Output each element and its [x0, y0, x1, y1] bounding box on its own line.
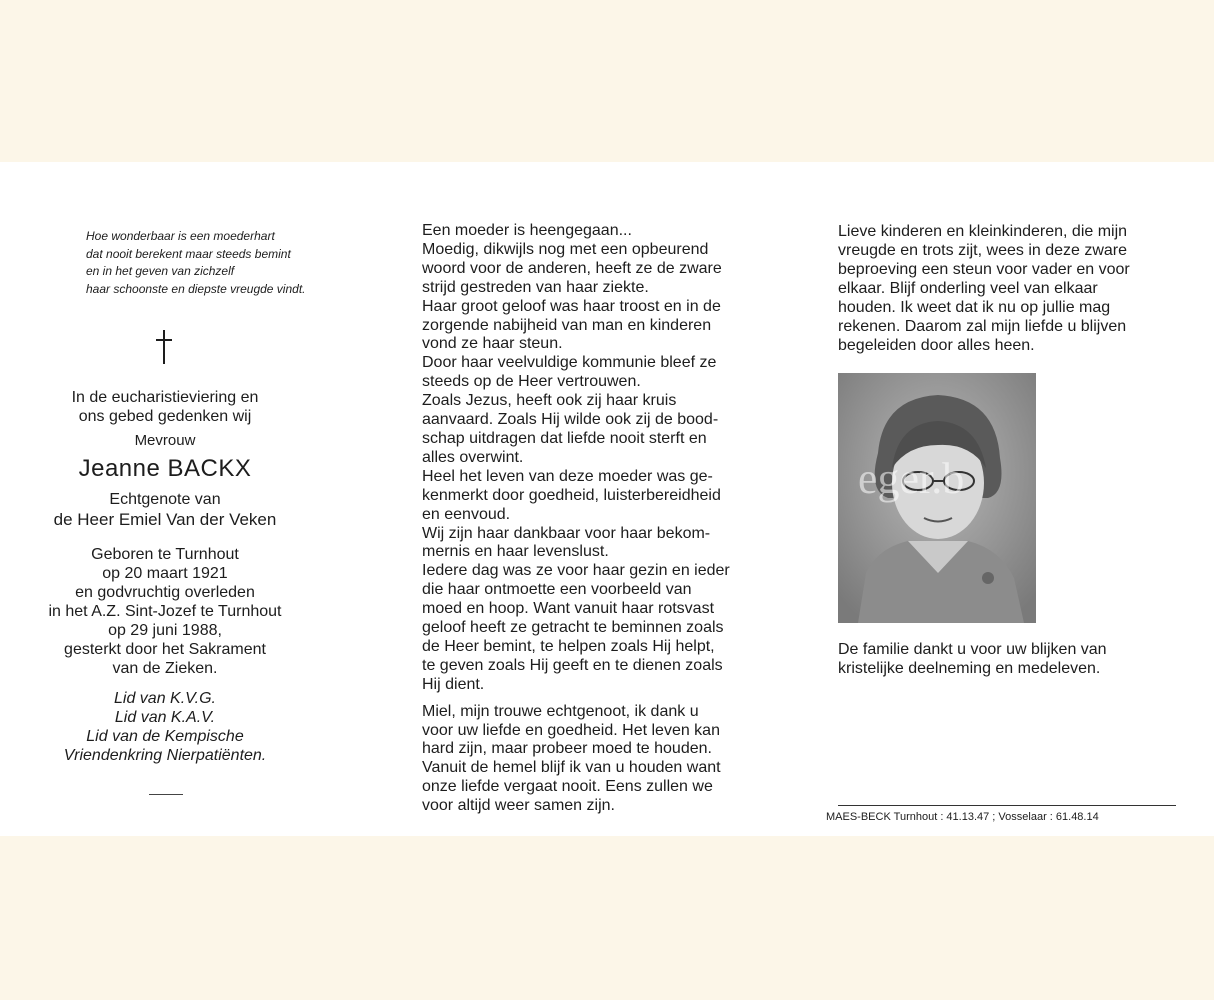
- text-line: Vanuit de hemel blijf ik van u houden want: [422, 759, 721, 777]
- text-line: Door haar veelvuldige kommunie bleef ze: [422, 354, 717, 372]
- text-line: zorgende nabijheid van man en kinderen: [422, 316, 712, 334]
- title: Mevrouw: [134, 432, 196, 449]
- intro-line: In de eucharistieviering en: [71, 389, 259, 406]
- text-line: steeds op de Heer vertrouwen.: [422, 373, 641, 391]
- text-line: rekenen. Daarom zal mijn liefde u blijven: [838, 318, 1127, 335]
- text-line: onze liefde vergaat nooit. Eens zullen we: [422, 778, 713, 796]
- text-line: aanvaard. Zoals Hij wilde ook zij de bood-: [422, 411, 719, 429]
- poem: [86, 228, 386, 298]
- text-line: moed en hoop. Want vanuit haar rotsvast: [422, 600, 715, 618]
- text-line: Een moeder is heengegaan...: [422, 222, 632, 239]
- spouse-paragraph: [422, 703, 774, 816]
- text-line: beproeving een steun voor vader en voor: [838, 261, 1130, 278]
- spouse-label: Echtgenote van: [109, 491, 221, 508]
- sacrament-line: gesterkt door het Sakrament: [64, 641, 266, 658]
- text-line: voor uw liefde en goedheid. Het leven kan: [422, 721, 720, 739]
- text-line: kenmerkt door goedheid, luisterbereidheid: [422, 486, 721, 504]
- text-line: begeleiden door alles heen.: [838, 337, 1035, 354]
- membership: Lid van K.V.G.: [114, 690, 216, 707]
- text-line: hard zijn, maar probeer moed te houden.: [422, 740, 712, 758]
- text-line: te geven zoals Hij geeft en te dienen zoals: [422, 656, 723, 674]
- membership: Lid van de Kempische: [86, 728, 244, 745]
- portrait-photo: [838, 373, 1036, 623]
- born-place: Geboren te Turnhout: [91, 546, 239, 563]
- text-line: de Heer bemint, te helpen zoals Hij helpt,: [422, 637, 715, 655]
- intro-line: ons gebed gedenken wij: [78, 408, 252, 425]
- text-line: en eenvoud.: [422, 505, 511, 523]
- text-line: die haar ontmoette een voorbeeld van: [422, 581, 692, 599]
- printer-credit: MAES-BECK Turnhout : 41.13.47 ; Vosselaar : 61.48.14: [826, 811, 1099, 823]
- poem-line: dat nooit berekent maar steeds bemint: [86, 246, 291, 261]
- text-line: woord voor de anderen, heeft ze de zware: [422, 259, 722, 277]
- watermark: eger.b: [858, 454, 965, 503]
- tribute-paragraph: [422, 222, 774, 695]
- text-line: Moedig, dikwijls nog met een opbeurend: [422, 240, 709, 258]
- cross-icon: [163, 330, 165, 364]
- text-line: vond ze haar steun.: [422, 335, 563, 353]
- poem-line: Hoe wonderbaar is een moederhart: [86, 229, 275, 243]
- announcement: [20, 388, 310, 765]
- died-date: op 29 juni 1988,: [108, 622, 222, 639]
- portrait-illustration: [838, 373, 1036, 623]
- text-line: geloof heeft ze getracht te beminnen zoals: [422, 619, 724, 637]
- text-line: Hij dient.: [422, 675, 485, 693]
- children-text: [838, 222, 1190, 355]
- poem-line: haar schoonste en diepste vreugde vindt.: [86, 281, 306, 296]
- sacrament-line: van de Zieken.: [112, 660, 218, 677]
- thanks-text: [838, 640, 1198, 678]
- text-line: elkaar. Blijf onderling veel van elkaar: [838, 280, 1098, 297]
- text-line: De familie dankt u voor uw blijken van: [838, 641, 1107, 658]
- children-paragraph: [838, 222, 1190, 355]
- spouse-name: de Heer Emiel Van der Veken: [53, 510, 277, 529]
- tribute-text: [422, 222, 774, 816]
- text-line: strijd gestreden van haar ziekte.: [422, 278, 649, 296]
- text-line: Iedere dag was ze voor haar gezin en ieder: [422, 562, 730, 580]
- died-line: en godvruchtig overleden: [75, 584, 255, 601]
- deceased-name: Jeanne BACKX: [78, 455, 252, 482]
- text-line: mernis en haar levenslust.: [422, 543, 609, 561]
- text-line: alles overwint.: [422, 448, 524, 466]
- text-line: Haar groot geloof was haar troost en in de: [422, 297, 721, 315]
- text-line: kristelijke deelneming en medeleven.: [838, 660, 1101, 677]
- poem-line: en in het geven van zichzelf: [86, 264, 235, 278]
- text-line: houden. Ik weet dat ik nu op jullie mag: [838, 299, 1111, 316]
- text-line: voor altijd weer samen zijn.: [422, 797, 615, 815]
- membership: Lid van K.A.V.: [114, 709, 216, 726]
- text-line: vreugde en trots zijt, wees in deze zware: [838, 242, 1128, 259]
- divider: [149, 794, 183, 795]
- divider: [838, 805, 1176, 806]
- died-place: in het A.Z. Sint-Jozef te Turnhout: [48, 603, 282, 620]
- text-line: Lieve kinderen en kleinkinderen, die mijn: [838, 223, 1128, 240]
- text-line: Heel het leven van deze moeder was ge-: [422, 467, 713, 485]
- text-line: Wij zijn haar dankbaar voor haar bekom-: [422, 524, 711, 542]
- membership: Vriendenkring Nierpatiënten.: [63, 747, 267, 764]
- text-line: Zoals Jezus, heeft ook zij haar kruis: [422, 392, 677, 410]
- text-line: schap uitdragen dat liefde nooit sterft en: [422, 429, 707, 447]
- text-line: Miel, mijn trouwe echtgenoot, ik dank u: [422, 702, 699, 720]
- born-date: op 20 maart 1921: [102, 565, 228, 582]
